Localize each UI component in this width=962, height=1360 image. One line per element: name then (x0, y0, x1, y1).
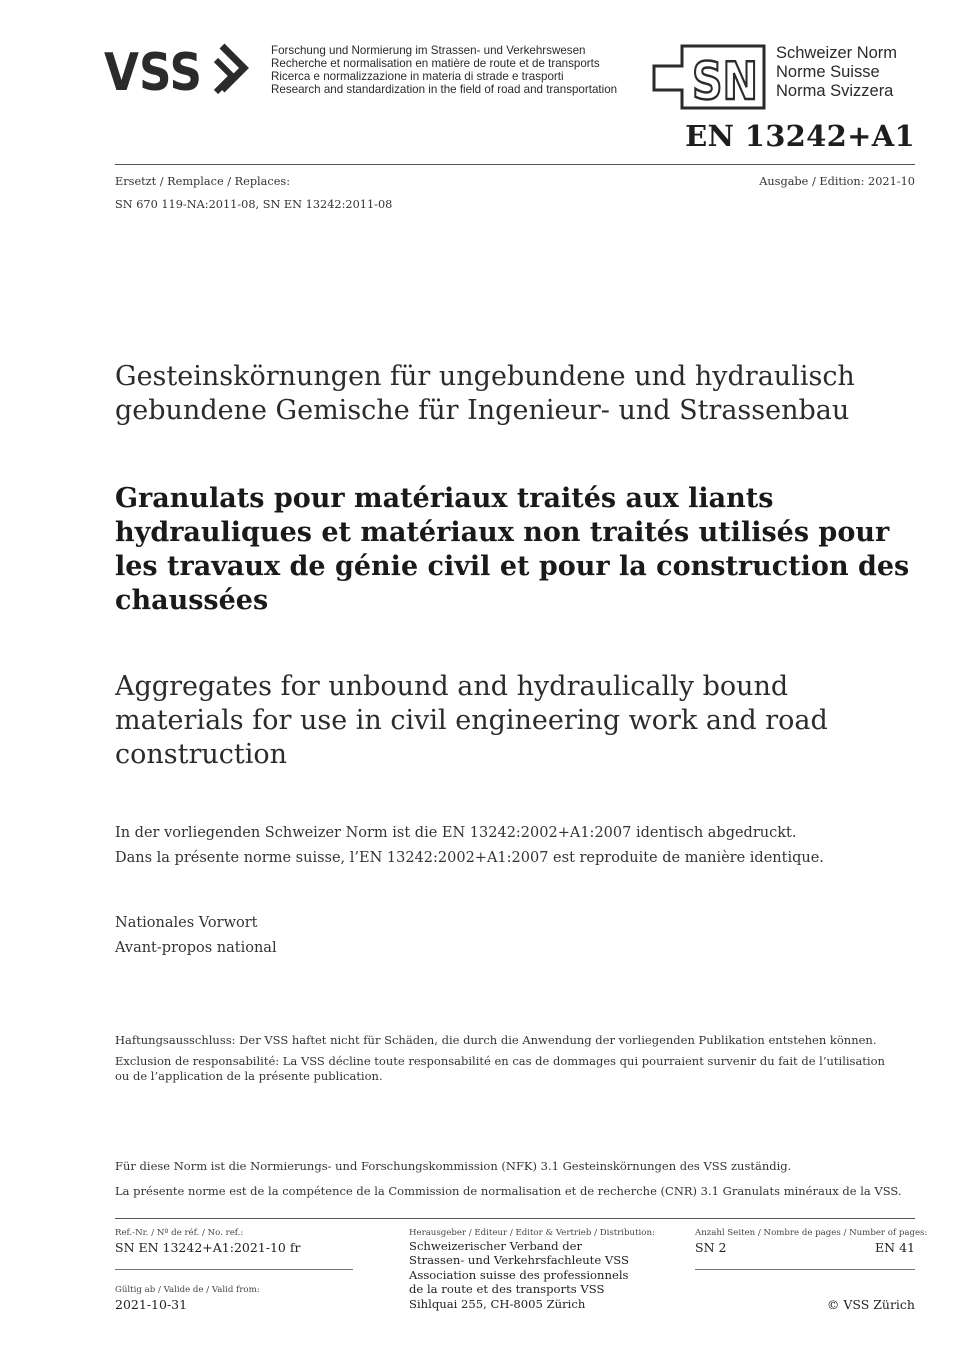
title-german (115, 360, 915, 428)
vss-tagline-fr: Recherche et normalisation en matière de route et de transports (271, 57, 600, 70)
title-english-line: construction (115, 739, 288, 770)
sn-logo (652, 44, 766, 110)
foreword-fr: Avant-propos national (115, 940, 277, 956)
pages-label: Anzahl Seiten / Nombre de pages / Number of pages: (695, 1228, 928, 1238)
pages-divider (695, 1269, 915, 1270)
norm-number: EN 13242+A1 (685, 119, 915, 153)
publisher-line: Schweizerischer Verband der (409, 1239, 583, 1253)
title-french-line: hydrauliques et matériaux non traités utilisés pour (115, 517, 890, 548)
sn-logo-text: SN (692, 52, 758, 110)
vss-logo-text: VSS (104, 43, 202, 100)
identical-note-de: In der vorliegenden Schweizer Norm ist die EN 13242:2002+A1:2007 identisch abgedruckt. (115, 825, 797, 841)
vss-tagline-en: Research and standardization in the field of road and transportation (271, 83, 618, 96)
title-french-line: chaussées (115, 585, 269, 616)
vss-tagline-de: Forschung und Normierung im Strassen- und Verkehrswesen (271, 44, 586, 57)
sn-name-de: Schweizer Norm (776, 44, 898, 62)
header-divider (115, 164, 915, 165)
foreword-de: Nationales Vorwort (115, 915, 258, 931)
committee-de: Für diese Norm ist die Normierungs- und Forschungskommission (NFK) 3.1 Gesteinskörnungen des VSS zuständig. (115, 1159, 792, 1173)
footer-divider (115, 1218, 915, 1219)
valid-label: Gültig ab / Valide de / Valid from: (115, 1285, 260, 1295)
sn-name-it: Norma Svizzera (776, 82, 894, 100)
committee-fr: La présente norme est de la compétence de la Commission de normalisation et de recherche (CNR) 3.1 Granulats minéraux de la VSS. (115, 1184, 902, 1198)
publisher-line: Association suisse des professionnels (409, 1268, 629, 1282)
title-german-line: Gesteinskörnungen für ungebundene und hydraulisch (115, 361, 855, 392)
publisher-line: de la route et des transports VSS (409, 1282, 605, 1296)
title-german-line: gebundene Gemische für Ingenieur- und Strassenbau (115, 395, 850, 426)
identical-note-fr: Dans la présente norme suisse, l’EN 13242:2002+A1:2007 est reproduite de manière identique. (115, 850, 824, 866)
publisher-line: Sihlquai 255, CH-8005 Zürich (409, 1297, 586, 1311)
valid-value: 2021-10-31 (115, 1297, 188, 1312)
vss-tagline-it: Ricerca e normalizzazione in materia di strade e trasporti (271, 70, 564, 83)
disclaimer-fr-line: ou de l’application de la présente publication. (115, 1069, 383, 1083)
edition: Ausgabe / Edition: 2021-10 (759, 175, 915, 188)
disclaimer-fr (115, 1054, 885, 1084)
copyright: © VSS Zürich (826, 1297, 915, 1312)
title-english (115, 670, 915, 772)
publisher-label: Herausgeber / Editeur / Editor & Vertrieb / Distribution: (409, 1228, 655, 1238)
ref-value: SN EN 13242+A1:2021-10 fr (115, 1240, 301, 1255)
replaces-label: Ersetzt / Remplace / Replaces: (115, 175, 291, 188)
sn-name-fr: Norme Suisse (776, 63, 880, 81)
pages-sn: SN 2 (695, 1240, 727, 1255)
publisher-line: Strassen- und Verkehrsfachleute VSS (409, 1253, 629, 1267)
ref-label: Ref.-Nr. / Nº de réf. / No. ref.: (115, 1228, 244, 1238)
pages-en: EN 41 (875, 1240, 915, 1255)
vss-logo (104, 40, 266, 100)
title-french-line: les travaux de génie civil et pour la construction des (115, 551, 910, 582)
title-french-line: Granulats pour matériaux traités aux liants (115, 483, 774, 514)
replaces-value: SN 670 119-NA:2011-08, SN EN 13242:2011-08 (115, 198, 393, 211)
title-english-line: materials for use in civil engineering work and road (115, 705, 828, 736)
disclaimer-de: Haftungsausschluss: Der VSS haftet nicht für Schäden, die durch die Anwendung der vorliegenden Publikation entstehen können. (115, 1033, 877, 1047)
disclaimer-fr-line: Exclusion de responsabilité: La VSS décline toute responsabilité en cas de dommages qui pourraient survenir du fait de l’utilisation (115, 1054, 885, 1068)
title-french (115, 482, 915, 618)
title-english-line: Aggregates for unbound and hydraulically bound (115, 671, 789, 702)
ref-divider (115, 1269, 353, 1270)
